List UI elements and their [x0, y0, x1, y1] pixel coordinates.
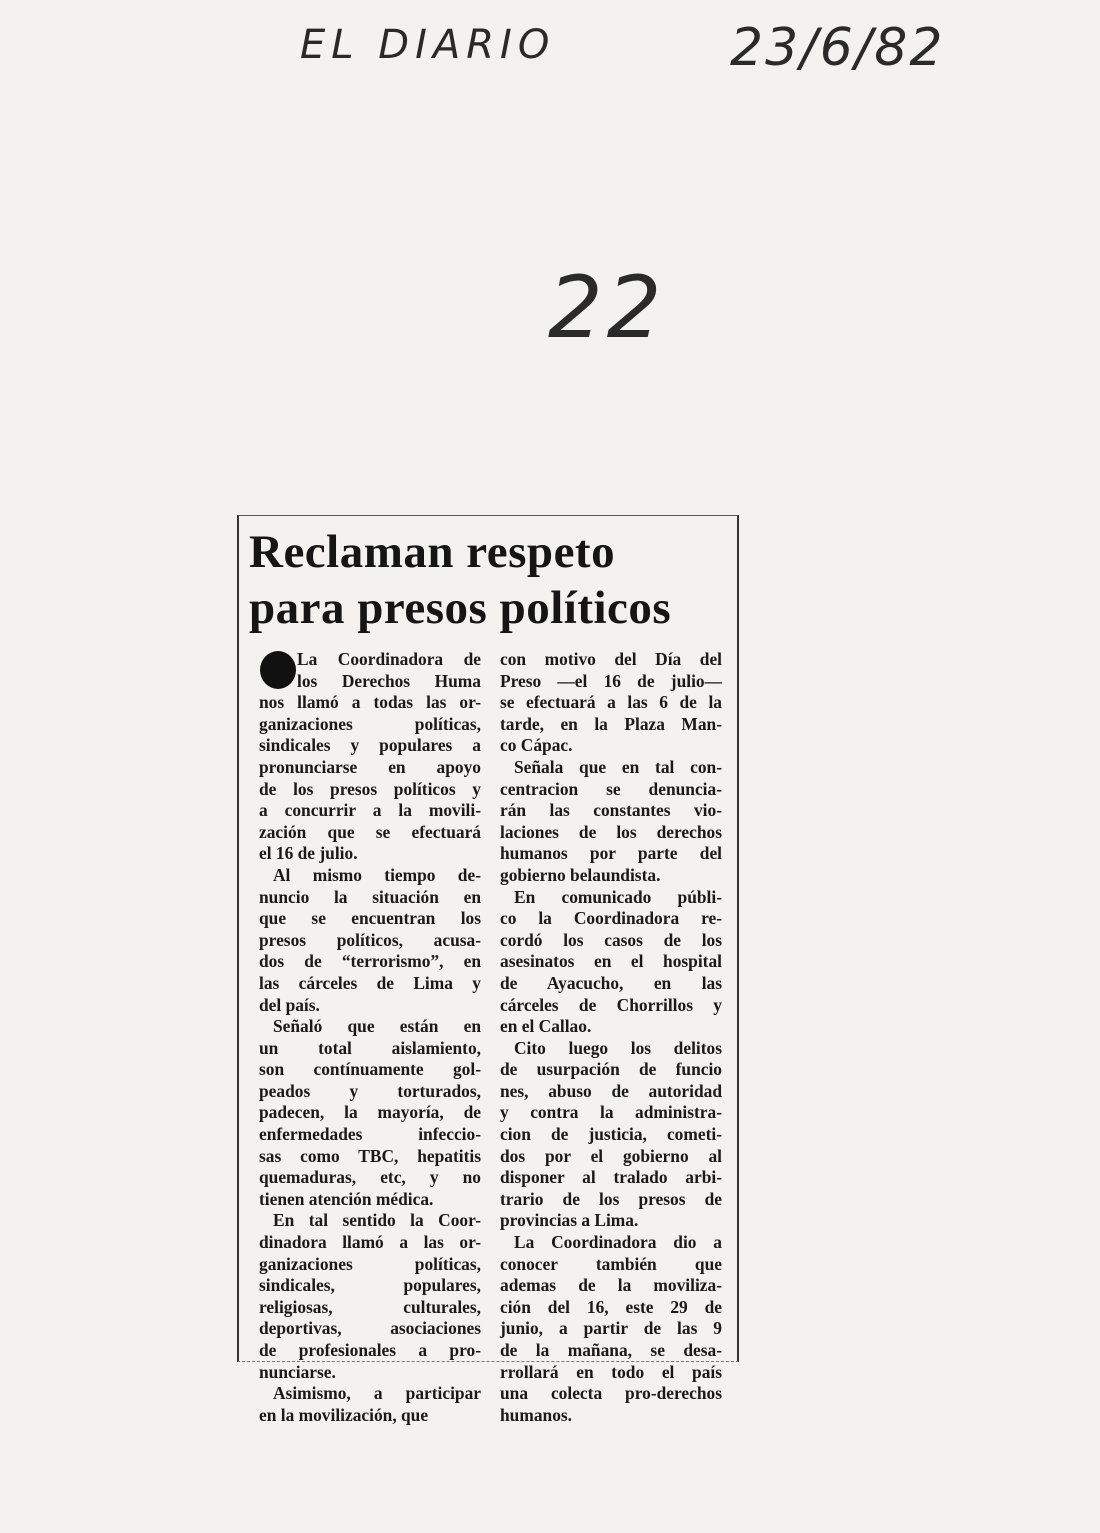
article-line: del país. [259, 994, 320, 1015]
article-column-2 [500, 649, 722, 1426]
article-line: En comunicado públi- [514, 886, 722, 907]
article-line: padecen, la mayoría, de [259, 1102, 481, 1123]
article-line: rán las constantes vio- [500, 800, 722, 821]
article-line: gobierno belaundista. [500, 864, 661, 885]
article-line: rrollará en todo el país [500, 1361, 722, 1382]
handwritten-page-number: 22 [548, 258, 666, 358]
article-line: de la mañana, se desa- [500, 1340, 722, 1360]
article-line: peados y torturados, [259, 1080, 481, 1101]
article-line: Asimismo, a participar [273, 1383, 481, 1404]
article-line: Señala que en tal con- [514, 756, 722, 777]
article-line: que se encuentran los [259, 908, 481, 929]
article-line: zación que se efectuará [259, 821, 481, 842]
article-line: presos políticos, acusa- [259, 929, 481, 950]
article-line: dos de “terrorismo”, en [259, 951, 481, 972]
article-line: se efectuará a las 6 de la [500, 692, 722, 713]
article-line: dinadora llamó a las or- [259, 1232, 481, 1253]
article-line: asesinatos en el hospital [500, 951, 722, 972]
article-line: en la movilización, que [259, 1404, 429, 1425]
article-line: conocer también que [500, 1253, 722, 1274]
article-line: de usurpación de funcio [500, 1059, 722, 1080]
article-line: religiosas, culturales, [259, 1296, 481, 1317]
article-line: enfermedades infeccio- [259, 1124, 481, 1145]
article-line: nunciarse. [259, 1361, 336, 1382]
article-line: y contra la administra- [500, 1102, 722, 1123]
article-line: tarde, en la Plaza Man- [500, 713, 722, 734]
article-line: de Ayacucho, en las [500, 972, 722, 993]
article-line: Al mismo tiempo de- [273, 864, 481, 885]
article-line: sas como TBC, hepatitis [259, 1145, 481, 1166]
article-line: centracion se denuncia- [500, 778, 722, 799]
handwritten-source-note: EL DIARIO [300, 22, 556, 68]
handwritten-date-note: 23/6/82 [730, 18, 945, 78]
article-line: de profesionales a pro- [259, 1340, 481, 1360]
article-line: deportivas, asociaciones [259, 1318, 481, 1339]
article-line: En tal sentido la Coor- [273, 1210, 481, 1231]
article-line: pronunciarse en apoyo [259, 756, 481, 777]
article-line: nes, abuso de autoridad [500, 1080, 722, 1101]
article-line: ción del 16, este 29 de [500, 1296, 722, 1317]
headline [249, 524, 671, 636]
article-line: de los presos políticos y [259, 778, 481, 799]
article-line: cion de justicia, cometi- [500, 1124, 722, 1145]
article-line: tienen atención médica. [259, 1188, 434, 1209]
article-line: laciones de los derechos [500, 821, 722, 842]
article-line: los Derechos Huma [297, 670, 481, 691]
article-line: junio, a partir de las 9 [500, 1318, 722, 1339]
article-line: el 16 de julio. [259, 843, 358, 864]
article-line: ganizaciones políticas, [259, 713, 481, 734]
article-line: las cárceles de Lima y [259, 972, 481, 993]
article-line: co Cápac. [500, 735, 573, 756]
article-line: con motivo del Día del [500, 649, 722, 669]
article-line: humanos. [500, 1404, 573, 1425]
article-line: dos por el gobierno al [500, 1145, 722, 1166]
article-line: cordó los casos de los [500, 929, 722, 950]
article-line: La Coordinadora dio a [514, 1232, 722, 1253]
newspaper-clipping [237, 515, 739, 1425]
article-line: humanos por parte del [500, 843, 722, 864]
article-line: provincias a Lima. [500, 1210, 639, 1231]
article-line: sindicales y populares a [259, 735, 481, 756]
article-line: cárceles de Chorrillos y [500, 994, 722, 1015]
article-line: quemaduras, etc, y no [259, 1167, 481, 1188]
article-line: nuncio la situación en [259, 886, 481, 907]
article-line: nos llamó a todas las or- [259, 692, 481, 713]
article-line: trario de los presos de [500, 1188, 722, 1209]
article-line: en el Callao. [500, 1016, 592, 1037]
article-line: ganizaciones políticas, [259, 1253, 481, 1274]
article-column-1 [259, 649, 481, 1426]
article-line: son contínuamente gol- [259, 1059, 481, 1080]
article-line: ademas de la moviliza- [500, 1275, 722, 1296]
article-line: Señaló que están en [273, 1016, 481, 1037]
article-line: Preso —el 16 de julio— [500, 670, 722, 691]
article-line: sindicales, populares, [259, 1275, 481, 1296]
headline-line: para presos políticos [249, 582, 672, 634]
article-line: disponer al tralado arbi- [500, 1167, 722, 1188]
article-line: co la Coordinadora re- [500, 908, 722, 929]
article-line: una colecta pro-derechos [500, 1383, 722, 1404]
article-line: un total aislamiento, [259, 1037, 481, 1058]
headline-line: Reclaman respeto [249, 526, 616, 578]
article-line: La Coordinadora de [297, 649, 481, 669]
article-line: a concurrir a la movili- [259, 800, 481, 821]
article-line: Cito luego los delitos [514, 1037, 722, 1058]
